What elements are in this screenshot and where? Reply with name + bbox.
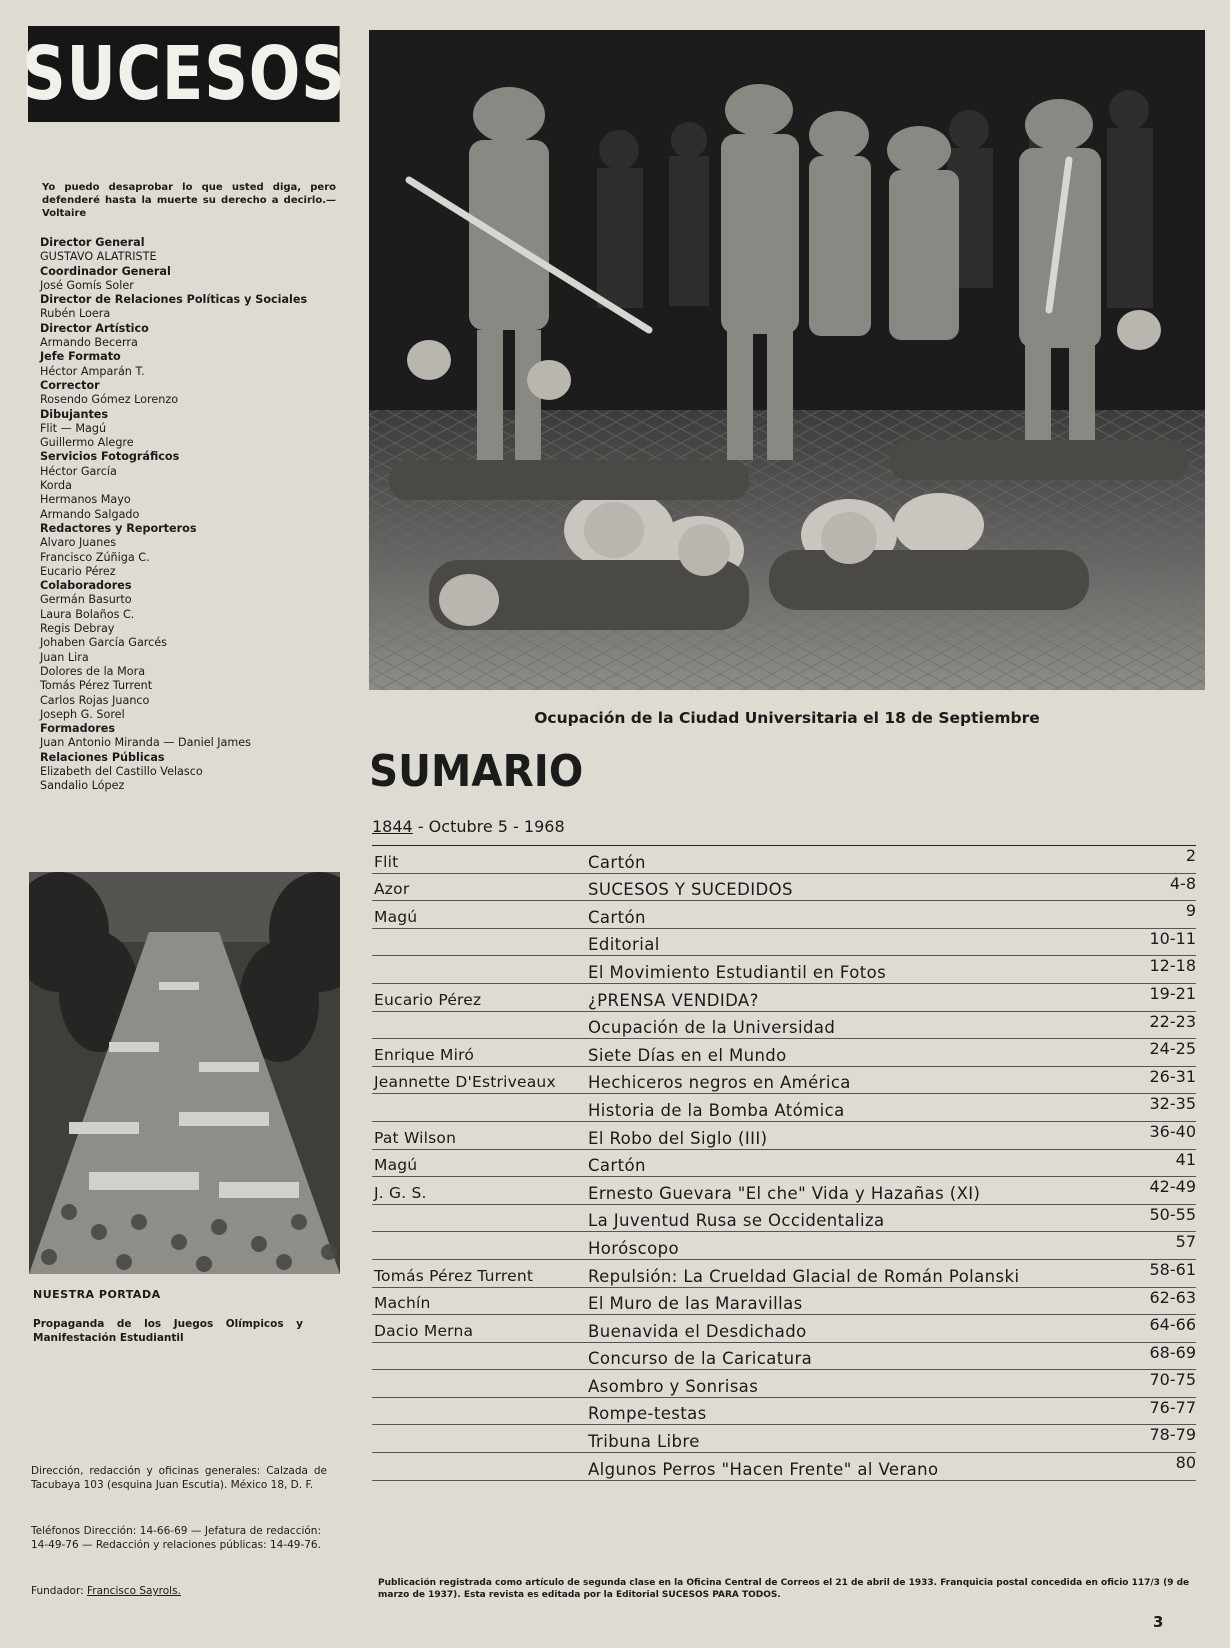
- founder-label: Fundador:: [31, 1585, 84, 1597]
- toc-row: [372, 1453, 1196, 1481]
- toc-title: Tribuna Libre: [588, 1432, 700, 1452]
- table-of-contents: [372, 845, 1196, 1481]
- voltaire-quote: Yo puedo desaprobar lo que usted diga, pero defenderé hasta la muerte su derecho a decirlo.—Voltaire: [42, 182, 336, 219]
- toc-pages: 22-23: [1149, 1011, 1196, 1031]
- toc-row: [372, 1012, 1196, 1040]
- phone-numbers: Teléfonos Dirección: 14-66-69 — Jefatura de redacción: 14-49-76 — Redacción y relaciones públicas: 14-49-76.: [31, 1525, 321, 1551]
- toc-title: Buenavida el Desdichado: [588, 1321, 807, 1341]
- toc-row: [372, 1398, 1196, 1426]
- staff-name: Johaben García Garcés: [40, 636, 168, 650]
- staff-name: Héctor Amparán T.: [40, 364, 145, 378]
- staff-name: Dolores de la Mora: [40, 664, 146, 678]
- staff-role: Dibujantes: [40, 407, 109, 421]
- toc-pages: 57: [1175, 1232, 1196, 1252]
- toc-pages: 41: [1175, 1149, 1196, 1169]
- toc-pages: 68-69: [1149, 1342, 1196, 1362]
- staff-name: Rosendo Gómez Lorenzo: [40, 393, 179, 407]
- toc-row: [372, 1370, 1196, 1398]
- toc-title: El Muro de las Maravillas: [588, 1294, 803, 1314]
- toc-title: Cartón: [588, 1156, 646, 1176]
- toc-row: [372, 956, 1196, 984]
- photo-crowd-march: [29, 872, 340, 1274]
- toc-pages: 36-40: [1149, 1121, 1196, 1141]
- toc-row: [372, 846, 1196, 874]
- toc-row: [372, 901, 1196, 929]
- staff-name: José Gomís Soler: [40, 278, 134, 292]
- toc-pages: 10-11: [1149, 928, 1196, 948]
- toc-title: Editorial: [588, 935, 660, 955]
- staff-name: Elizabeth del Castillo Velasco: [40, 764, 203, 778]
- masthead-logo: SUCESOS: [28, 26, 340, 122]
- toc-pages: 9: [1185, 901, 1196, 921]
- toc-author: Pat Wilson: [374, 1128, 457, 1147]
- toc-row: [372, 1315, 1196, 1343]
- main-photo-caption: Ocupación de la Ciudad Universitaria el 18 de Septiembre: [534, 709, 1040, 727]
- staff-name: Carlos Rojas Juanco: [40, 693, 150, 707]
- staff-name: Sandalio López: [40, 779, 125, 793]
- staff-name: Hermanos Mayo: [40, 493, 131, 507]
- toc-row: [372, 1067, 1196, 1095]
- cover-heading: NUESTRA PORTADA: [33, 1288, 161, 1301]
- staff-role: Director General: [40, 236, 145, 249]
- staff-role: Formadores: [40, 722, 116, 736]
- toc-author: Azor: [374, 880, 410, 899]
- toc-pages: 4-8: [1169, 873, 1196, 893]
- staff-name: Korda: [40, 479, 72, 493]
- staff-role: Relaciones Públicas: [40, 750, 165, 764]
- toc-pages: 32-35: [1149, 1094, 1196, 1114]
- staff-list: [40, 236, 340, 794]
- toc-title: La Juventud Rusa se Occidentaliza: [588, 1211, 885, 1231]
- toc-row: [372, 1039, 1196, 1067]
- toc-row: [372, 1122, 1196, 1150]
- staff-name: Germán Basurto: [40, 593, 132, 607]
- toc-row: [372, 1094, 1196, 1122]
- staff-name: GUSTAVO ALATRISTE: [40, 250, 157, 264]
- toc-author: Magú: [374, 1156, 418, 1175]
- staff-name: Alvaro Juanes: [40, 536, 117, 550]
- toc-title: Rompe-testas: [588, 1404, 707, 1424]
- toc-author: Flit: [374, 852, 399, 871]
- photo-cover-march: [29, 872, 340, 1274]
- toc-row: [372, 929, 1196, 957]
- toc-pages: 19-21: [1149, 983, 1196, 1003]
- staff-name: Laura Bolaños C.: [40, 607, 135, 621]
- toc-title: ¿PRENSA VENDIDA?: [588, 990, 759, 1010]
- toc-pages: 42-49: [1149, 1177, 1196, 1197]
- toc-author: Eucario Pérez: [374, 990, 482, 1009]
- toc-pages: 62-63: [1149, 1287, 1196, 1307]
- founder-line: [31, 1585, 181, 1597]
- toc-author: Tomás Pérez Turrent: [374, 1266, 534, 1285]
- staff-name: Francisco Zúñiga C.: [40, 550, 150, 564]
- toc-author: Dacio Merna: [374, 1321, 474, 1340]
- toc-pages: 78-79: [1149, 1425, 1196, 1445]
- toc-title: El Robo del Siglo (III): [588, 1128, 768, 1148]
- toc-author: Enrique Miró: [374, 1045, 475, 1064]
- staff-name: Armando Becerra: [40, 336, 138, 350]
- toc-pages: 58-61: [1149, 1259, 1196, 1279]
- staff-name: Héctor García: [40, 464, 117, 478]
- toc-title: Historia de la Bomba Atómica: [588, 1100, 845, 1120]
- toc-pages: 80: [1175, 1453, 1196, 1473]
- toc-title: Repulsión: La Crueldad Glacial de Román Polanski: [588, 1266, 1020, 1286]
- staff-role: Colaboradores: [40, 579, 132, 593]
- toc-author: J. G. S.: [374, 1183, 427, 1202]
- staff-name: Rubén Loera: [40, 307, 111, 321]
- page-number: 3: [1153, 1613, 1164, 1631]
- staff-name: Armando Salgado: [40, 507, 140, 521]
- photo-soldiers-students: [369, 30, 1205, 690]
- toc-author: Machín: [374, 1294, 431, 1313]
- staff-role: Jefe Formato: [40, 350, 121, 364]
- staff-role: Director de Relaciones Políticas y Sociales: [40, 293, 308, 307]
- toc-row: [372, 1288, 1196, 1316]
- toc-author: Jeannette D'Estriveaux: [374, 1073, 556, 1092]
- toc-title: Cartón: [588, 907, 646, 927]
- staff-role: Corrector: [40, 378, 100, 392]
- toc-pages: 64-66: [1149, 1315, 1196, 1335]
- issue-number: 1844: [372, 817, 413, 836]
- toc-title: Siete Días en el Mundo: [588, 1045, 787, 1065]
- cover-caption: Propaganda de los Juegos Olímpicos y Manifestación Estudiantil: [33, 1318, 303, 1344]
- toc-row: [372, 1177, 1196, 1205]
- toc-pages: 70-75: [1149, 1370, 1196, 1390]
- sumario-heading: SUMARIO: [369, 746, 584, 797]
- staff-role: Director Artístico: [40, 321, 149, 335]
- toc-pages: 24-25: [1149, 1039, 1196, 1059]
- photo-university-occupation: [369, 30, 1205, 690]
- toc-row: [372, 1205, 1196, 1233]
- toc-pages: 76-77: [1149, 1397, 1196, 1417]
- toc-row: [372, 874, 1196, 902]
- toc-row: [372, 1343, 1196, 1371]
- staff-name: Juan Antonio Miranda — Daniel James: [40, 736, 252, 750]
- toc-title: Asombro y Sonrisas: [588, 1376, 759, 1396]
- toc-title: Hechiceros negros en América: [588, 1073, 851, 1093]
- founder-name: Francisco Sayrols.: [86, 1585, 181, 1597]
- toc-row: [372, 1232, 1196, 1260]
- staff-name: Joseph G. Sorel: [40, 707, 125, 721]
- toc-title: Cartón: [588, 852, 646, 872]
- toc-title: Ernesto Guevara "El che" Vida y Hazañas (XI): [588, 1183, 981, 1203]
- staff-role: Servicios Fotográficos: [40, 450, 180, 464]
- staff-role: Redactores y Reporteros: [40, 521, 197, 535]
- toc-row: [372, 984, 1196, 1012]
- staff-name: Tomás Pérez Turrent: [40, 679, 153, 693]
- toc-row: [372, 1150, 1196, 1178]
- office-address: Dirección, redacción y oficinas generales: Calzada de Tacubaya 103 (esquina Juan Escutia). México 18, D. F.: [31, 1465, 327, 1491]
- toc-title: Algunos Perros "Hacen Frente" al Verano: [588, 1459, 939, 1479]
- toc-title: Ocupación de la Universidad: [588, 1018, 836, 1038]
- toc-pages: 50-55: [1149, 1204, 1196, 1224]
- toc-title: Concurso de la Caricatura: [588, 1349, 813, 1369]
- toc-author: Magú: [374, 907, 418, 926]
- toc-title: SUCESOS Y SUCEDIDOS: [588, 880, 793, 900]
- toc-pages: 2: [1185, 846, 1196, 865]
- issue-date: - Octubre 5 - 1968: [417, 817, 565, 836]
- toc-title: Horóscopo: [588, 1238, 679, 1258]
- staff-name: Eucario Pérez: [40, 564, 116, 578]
- issue-line: [372, 817, 565, 836]
- registration-notice: Publicación registrada como artículo de segunda clase en la Oficina Central de Correos el 21 de abril de 1933. Franquicia postal concedida en oficio 117/3 (9 de marzo de 1937). Esta revista es editada por la Editorial SUCESOS PARA TODOS.: [378, 1578, 1190, 1600]
- toc-rows: [372, 846, 1196, 1481]
- staff-name: Regis Debray: [40, 622, 115, 636]
- toc-title: El Movimiento Estudiantil en Fotos: [588, 962, 887, 982]
- staff-name: Guillermo Alegre: [40, 436, 134, 450]
- toc-pages: 26-31: [1149, 1066, 1196, 1086]
- toc-pages: 12-18: [1149, 956, 1196, 976]
- toc-row: [372, 1425, 1196, 1453]
- staff-role: Coordinador General: [40, 264, 171, 278]
- staff-name: Juan Lira: [40, 650, 89, 664]
- staff-name: Flit — Magú: [40, 421, 107, 435]
- toc-row: [372, 1260, 1196, 1288]
